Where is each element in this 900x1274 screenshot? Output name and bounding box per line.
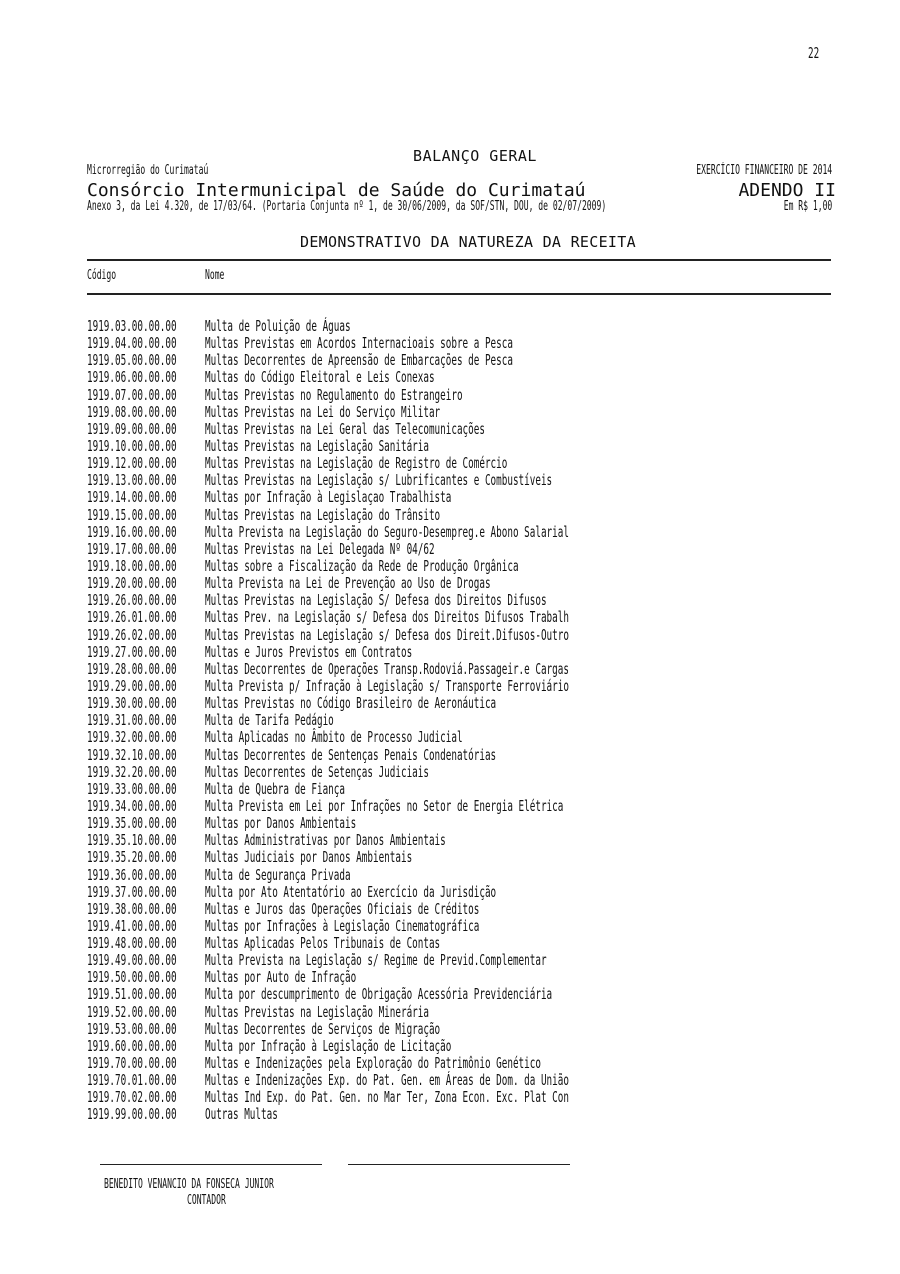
revenue-name: Multa de Poluição de Águas: [205, 317, 351, 335]
region-label: Microrregião do Curimataú: [87, 163, 209, 178]
revenue-name: Multas Previstas em Acordos Internacioais sobre a Pesca: [205, 334, 513, 353]
list-item: [87, 781, 847, 798]
list-item: [87, 798, 847, 815]
revenue-code: 1919.32.10.00.00: [87, 745, 177, 764]
revenue-name: Multa Aplicadas no Âmbito de Processo Judicial: [205, 728, 463, 747]
revenue-code: 1919.14.00.00.00: [87, 488, 177, 507]
list-item: [87, 1038, 847, 1055]
list-item: [87, 1004, 847, 1021]
revenue-code: 1919.35.00.00.00: [87, 814, 177, 833]
revenue-name: Multas por Infrações à Legislação Cinematográfica: [205, 916, 480, 935]
revenue-name: Multas Decorrentes de Sentenças Penais Condenatórias: [205, 745, 497, 764]
revenue-name: Multas Decorrentes de Setenças Judiciais: [205, 762, 429, 781]
revenue-code: 1919.29.00.00.00: [87, 676, 177, 695]
revenue-name: Multas Previstas na Legislação s/ Lubrificantes e Combustíveis: [205, 471, 553, 490]
revenue-name: Multa Prevista na Legislação s/ Regime de Previd.Complementar: [205, 951, 547, 970]
revenue-code: 1919.16.00.00.00: [87, 522, 177, 541]
revenue-code: 1919.32.20.00.00: [87, 762, 177, 781]
column-header-name: Nome: [205, 268, 225, 283]
list-item: [87, 558, 847, 575]
revenue-name: Multas Previstas na Legislação de Registro de Comércio: [205, 454, 508, 473]
list-item: [87, 489, 847, 506]
revenue-name: Multas por Infração à Legislaçao Trabalhista: [205, 488, 452, 507]
list-item: [87, 1106, 847, 1123]
revenue-name: Multas Ind Exp. do Pat. Gen. no Mar Ter, Zona Econ. Exc. Plat Con: [205, 1088, 569, 1107]
revenue-code: 1919.15.00.00.00: [87, 505, 177, 524]
revenue-name: Multas Aplicadas Pelos Tribunais de Contas: [205, 934, 441, 953]
revenue-code: 1919.51.00.00.00: [87, 985, 177, 1004]
revenue-list: [87, 318, 847, 1124]
list-item: [87, 935, 847, 952]
revenue-name: Multas Previstas na Legislação s/ Defesa dos Direit.Difusos-Outro: [205, 625, 569, 644]
revenue-code: 1919.28.00.00.00: [87, 659, 177, 678]
currency-unit: Em R$ 1,00: [783, 199, 832, 214]
list-item: [87, 421, 847, 438]
list-item: [87, 901, 847, 918]
list-item: [87, 575, 847, 592]
revenue-name: Multas e Indenizações Exp. do Pat. Gen. em Áreas de Dom. da União: [205, 1071, 569, 1090]
list-item: [87, 678, 847, 695]
revenue-name: Multas Previstas na Legislação Sanitária: [205, 436, 429, 455]
revenue-code: 1919.36.00.00.00: [87, 865, 177, 884]
revenue-name: Multas sobre a Fiscalização da Rede de Produção Orgânica: [205, 556, 519, 575]
revenue-name: Multas Decorrentes de Apreensão de Embarcações de Pesca: [205, 351, 513, 370]
revenue-code: 1919.70.00.00.00: [87, 1054, 177, 1073]
revenue-code: 1919.26.00.00.00: [87, 591, 177, 610]
revenue-name: Multas por Auto de Infração: [205, 968, 357, 987]
revenue-code: 1919.70.01.00.00: [87, 1071, 177, 1090]
revenue-code: 1919.20.00.00.00: [87, 574, 177, 593]
page-number: 22: [808, 44, 820, 62]
revenue-code: 1919.26.02.00.00: [87, 625, 177, 644]
list-item: [87, 952, 847, 969]
revenue-name: Multas Judiciais por Danos Ambientais: [205, 848, 413, 867]
legal-reference: Anexo 3, da Lei 4.320, de 17/03/64. (Portaria Conjunta nº 1, de 30/06/2009, da SOF/STN, DOU, de 02/07/2009): [87, 199, 607, 214]
revenue-code: 1919.08.00.00.00: [87, 402, 177, 421]
revenue-code: 1919.34.00.00.00: [87, 796, 177, 815]
revenue-name: Multas Decorrentes de Operações Transp.Rodoviá.Passageir.e Cargas: [205, 659, 569, 678]
list-item: [87, 849, 847, 866]
revenue-code: 1919.53.00.00.00: [87, 1019, 177, 1038]
entity-name: Consórcio Intermunicipal de Saúde do Curimataú: [87, 180, 586, 201]
header-divider-top: [87, 259, 831, 261]
list-item: [87, 455, 847, 472]
revenue-name: Multas Decorrentes de Serviços de Migração: [205, 1019, 441, 1038]
list-item: [87, 644, 847, 661]
revenue-name: Multas Prev. na Legislação s/ Defesa dos Direitos Difusos Trabalh: [205, 608, 569, 627]
signer-name: BENEDITO VENANCIO DA FONSECA JUNIOR: [104, 1177, 274, 1192]
list-item: [87, 1072, 847, 1089]
revenue-name: Multa de Segurança Privada: [205, 865, 351, 884]
revenue-name: Multa por Infração à Legislação de Licitação: [205, 1036, 452, 1055]
revenue-name: Multa Prevista na Lei de Prevenção ao Uso de Drogas: [205, 574, 491, 593]
revenue-code: 1919.35.10.00.00: [87, 831, 177, 850]
revenue-name: Multas Previstas na Legislação do Trânsito: [205, 505, 441, 524]
revenue-code: 1919.05.00.00.00: [87, 351, 177, 370]
revenue-code: 1919.38.00.00.00: [87, 899, 177, 918]
revenue-name: Multas e Indenizações pela Exploração do Patrimônio Genético: [205, 1054, 541, 1073]
revenue-code: 1919.52.00.00.00: [87, 1002, 177, 1021]
revenue-code: 1919.12.00.00.00: [87, 454, 177, 473]
revenue-code: 1919.07.00.00.00: [87, 385, 177, 404]
list-item: [87, 1021, 847, 1038]
report-title: DEMONSTRATIVO DA NATUREZA DA RECEITA: [300, 233, 636, 251]
revenue-code: 1919.31.00.00.00: [87, 711, 177, 730]
revenue-name: Multas do Código Eleitoral e Leis Conexas: [205, 368, 435, 387]
list-item: [87, 661, 847, 678]
revenue-code: 1919.09.00.00.00: [87, 419, 177, 438]
revenue-code: 1919.48.00.00.00: [87, 934, 177, 953]
list-item: [87, 369, 847, 386]
revenue-name: Multas e Juros Previstos em Contratos: [205, 642, 413, 661]
list-item: [87, 918, 847, 935]
fiscal-year-label: EXERCÍCIO FINANCEIRO DE 2014: [696, 163, 832, 178]
signature-line-left: [100, 1164, 322, 1165]
list-item: [87, 609, 847, 626]
list-item: [87, 318, 847, 335]
revenue-name: Multas Previstas na Lei Geral das Telecomunicações: [205, 419, 485, 438]
revenue-name: Multa Prevista na Legislação do Seguro-Desempreg.e Abono Salarial: [205, 522, 569, 541]
list-item: [87, 387, 847, 404]
revenue-code: 1919.60.00.00.00: [87, 1036, 177, 1055]
signature-line-right: [348, 1164, 570, 1165]
list-item: [87, 1055, 847, 1072]
revenue-code: 1919.13.00.00.00: [87, 471, 177, 490]
revenue-code: 1919.50.00.00.00: [87, 968, 177, 987]
revenue-name: Multa por descumprimento de Obrigação Acessória Previdenciária: [205, 985, 553, 1004]
revenue-code: 1919.37.00.00.00: [87, 882, 177, 901]
revenue-name: Multa de Tarifa Pedágio: [205, 711, 334, 730]
addendum-label: ADENDO II: [738, 180, 836, 201]
revenue-code: 1919.49.00.00.00: [87, 951, 177, 970]
revenue-name: Multas Previstas na Legislação S/ Defesa dos Direitos Difusos: [205, 591, 547, 610]
document-title: BALANÇO GERAL: [413, 147, 537, 165]
revenue-code: 1919.41.00.00.00: [87, 916, 177, 935]
revenue-code: 1919.30.00.00.00: [87, 694, 177, 713]
list-item: [87, 815, 847, 832]
revenue-code: 1919.32.00.00.00: [87, 728, 177, 747]
revenue-name: Outras Multas: [205, 1105, 278, 1124]
revenue-code: 1919.27.00.00.00: [87, 642, 177, 661]
list-item: [87, 867, 847, 884]
list-item: [87, 832, 847, 849]
list-item: [87, 592, 847, 609]
list-item: [87, 352, 847, 369]
list-item: [87, 747, 847, 764]
revenue-code: 1919.18.00.00.00: [87, 556, 177, 575]
list-item: [87, 712, 847, 729]
revenue-code: 1919.33.00.00.00: [87, 779, 177, 798]
list-item: [87, 335, 847, 352]
list-item: [87, 507, 847, 524]
revenue-name: Multas por Danos Ambientais: [205, 814, 357, 833]
list-item: [87, 404, 847, 421]
revenue-name: Multa de Quebra de Fiança: [205, 779, 345, 798]
revenue-code: 1919.17.00.00.00: [87, 539, 177, 558]
revenue-code: 1919.26.01.00.00: [87, 608, 177, 627]
revenue-name: Multas Administrativas por Danos Ambientais: [205, 831, 446, 850]
revenue-name: Multa por Ato Atentatório ao Exercício da Jurisdição: [205, 882, 497, 901]
list-item: [87, 695, 847, 712]
revenue-code: 1919.10.00.00.00: [87, 436, 177, 455]
list-item: [87, 1089, 847, 1106]
column-header-code: Código: [87, 268, 117, 283]
list-item: [87, 541, 847, 558]
revenue-name: Multas Previstas na Legislação Minerária: [205, 1002, 429, 1021]
revenue-code: 1919.70.02.00.00: [87, 1088, 177, 1107]
list-item: [87, 764, 847, 781]
revenue-name: Multas Previstas na Lei do Serviço Militar: [205, 402, 441, 421]
list-item: [87, 986, 847, 1003]
header-divider-bottom: [87, 293, 831, 295]
revenue-code: 1919.06.00.00.00: [87, 368, 177, 387]
revenue-name: Multa Prevista em Lei por Infrações no Setor de Energia Elétrica: [205, 796, 564, 815]
revenue-code: 1919.03.00.00.00: [87, 317, 177, 335]
list-item: [87, 438, 847, 455]
revenue-name: Multas Previstas na Lei Delegada Nº 04/62: [205, 539, 435, 558]
list-item: [87, 627, 847, 644]
revenue-name: Multas Previstas no Regulamento do Estrangeiro: [205, 385, 463, 404]
revenue-code: 1919.04.00.00.00: [87, 334, 177, 353]
signer-role: CONTADOR: [187, 1193, 226, 1208]
list-item: [87, 472, 847, 489]
list-item: [87, 969, 847, 986]
revenue-name: Multas Previstas no Código Brasileiro de Aeronáutica: [205, 694, 497, 713]
list-item: [87, 729, 847, 746]
revenue-name: Multas e Juros das Operações Oficiais de Créditos: [205, 899, 480, 918]
revenue-name: Multa Prevista p/ Infração à Legislação s/ Transporte Ferroviário: [205, 676, 569, 695]
list-item: [87, 524, 847, 541]
list-item: [87, 884, 847, 901]
revenue-code: 1919.35.20.00.00: [87, 848, 177, 867]
revenue-code: 1919.99.00.00.00: [87, 1105, 177, 1124]
